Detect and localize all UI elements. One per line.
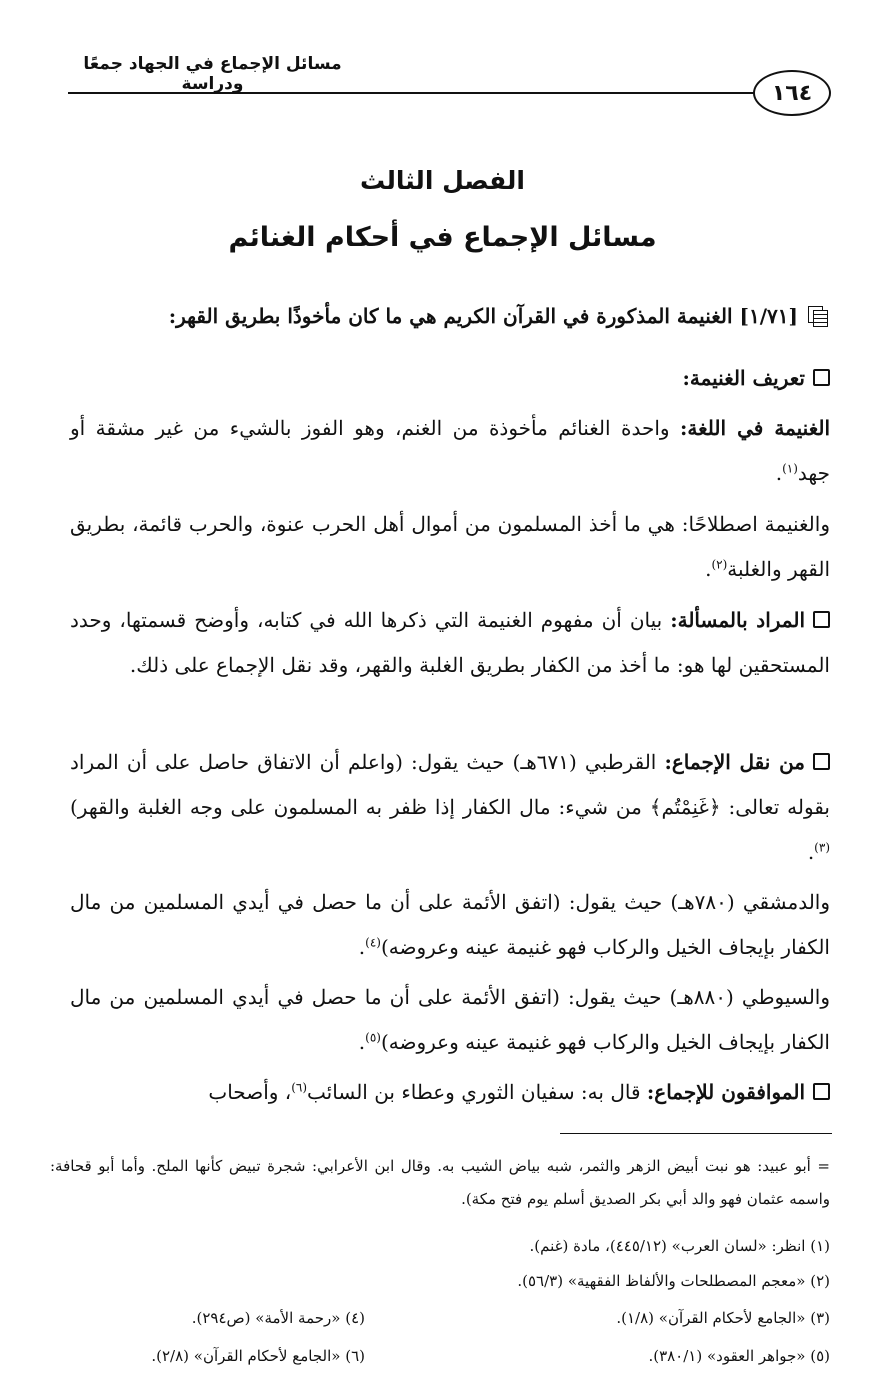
- header-rule: [68, 92, 758, 94]
- chapter-subtitle: مسائل الإجماع في أحكام الغنائم: [228, 222, 657, 253]
- footnote-2: (٢) «معجم المصطلحات والألفاظ الفقهية» (٥٦/٣).: [517, 1272, 830, 1290]
- transmitter-dimashqi: والدمشقي (٧٨٠هـ) حيث يقول: (اتفق الأئمة على أن ما حصل في أيدي المسلمين من مال الكفار بإيجاف الخيل والركاب فهو غنيمة عينه وعروضه)$^{(٤)}$.: [70, 890, 831, 959]
- footnote-continuation: = أبو عبيد: هو نبت أبيض الزهر والثمر، شبه بياض الشيب به. وقال ابن الأعرابي: شجرة تبيض كأنها الملح. وأما أبو قحافة: واسمه عثمان فهو والد أبي بكر الصديق أسلم يوم فتح مكة).: [50, 1157, 830, 1208]
- meaning-text: بيان أن مفهوم الغنيمة التي ذكرها الله في كتابه، وأوضح قسمتها، وحدد المستحقين لها هو: ما أخذ من الكفار بطريق الغلبة والقهر، وقد نقل الإجماع على ذلك.: [70, 608, 830, 677]
- agreeing-label: الموافقون للإجماع:: [646, 1080, 805, 1104]
- issue-statement: [70, 296, 830, 336]
- footnote-ref-1: (١): [782, 461, 798, 476]
- technical-text: والغنيمة اصطلاحًا: هي ما أخذ المسلمون من أموال أهل الحرب عنوة، والحرب قائمة، بطريق القهر والغلبة: [70, 512, 830, 581]
- checkbox-square-icon: [813, 611, 830, 628]
- transmitter-qurtubi: من نقل الإجماع: القرطبي (٦٧١هـ) حيث يقول: (واعلم أن الاتفاق حاصل على أن المراد بقوله تعالى: ﴿غَنِمْتُم﴾ من شيء: مال الكفار إذا ظفر به المسلمون على وجه الغلبة والقهر)$^{(٣)}$.: [70, 750, 830, 864]
- footnote-1: (١) انظر: «لسان العرب» (٤٤٥/١٢)، مادة (غنم).: [529, 1237, 830, 1255]
- footnote-ref-6: (٦): [291, 1080, 308, 1095]
- footnote-3: (٣) «الجامع لأحكام القرآن» (١/٨).: [616, 1309, 830, 1327]
- footnote-5: (٥) «جواهر العقود» (٣٨٠/١).: [648, 1347, 830, 1365]
- checkbox-square-icon: [813, 753, 830, 770]
- agreeing-scholars: [70, 1070, 830, 1115]
- footnote-ref-3: (٣): [814, 840, 830, 855]
- footnote-ref-4: (٤): [365, 935, 381, 950]
- issue-meaning: [70, 598, 830, 688]
- definition-heading-text: تعريف الغنيمة:: [682, 366, 805, 390]
- agreeing-text-end: ، وأصحاب: [208, 1080, 292, 1104]
- footnote-6: (٦) «الجامع لأحكام القرآن» (٢/٨).: [151, 1347, 365, 1365]
- running-title: مسائل الإجماع في الجهاد جمعًا ودراسة: [83, 54, 342, 94]
- documents-icon: [808, 306, 830, 326]
- issue-text: الغنيمة المذكورة في القرآن الكريم هي ما كان مأخوذًا بطريق القهر:: [168, 304, 733, 328]
- definition-heading: [70, 356, 830, 401]
- suyuti-text: والسيوطي (٨٨٠هـ) حيث يقول: (اتفق الأئمة على أن ما حصل في أيدي المسلمين من مال الكفار بإيجاف الخيل والركاب فهو غنيمة عينه وعروضه): [70, 985, 831, 1054]
- footnote-ref-5: (٥): [365, 1030, 381, 1045]
- dimashqi-text: والدمشقي (٧٨٠هـ) حيث يقول: (اتفق الأئمة على أن ما حصل في أيدي المسلمين من مال الكفار بإيجاف الخيل والركاب فهو غنيمة عينه وعروضه): [70, 890, 831, 959]
- transmitters-label: من نقل الإجماع:: [664, 750, 806, 774]
- page-number: ١٦٤: [753, 70, 831, 116]
- agreeing-text: قال به: سفيان الثوري وعطاء بن السائب: [307, 1080, 641, 1104]
- linguistic-label: الغنيمة في اللغة:: [680, 416, 830, 440]
- footnote-separator: [560, 1133, 832, 1134]
- qurtubi-text: القرطبي (٦٧١هـ) حيث يقول: (واعلم أن الاتفاق حاصل على أن المراد بقوله تعالى: ﴿غَنِمْتُم﴾ من شيء: مال الكفار إذا ظفر به المسلمون على وجه الغلبة والقهر): [70, 750, 830, 819]
- linguistic-definition: الغنيمة في اللغة: واحدة الغنائم مأخوذة من الغنم، وهو الفوز بالشيء من غير مشقة أو جهد$^{(١)}$.: [70, 416, 830, 485]
- linguistic-text: واحدة الغنائم مأخوذة من الغنم، وهو الفوز بالشيء من غير مشقة أو جهد: [70, 416, 830, 485]
- technical-definition: والغنيمة اصطلاحًا: هي ما أخذ المسلمون من أموال أهل الحرب عنوة، والحرب قائمة، بطريق القهر والغلبة$^{(٢)}$.: [70, 512, 830, 581]
- transmitter-suyuti: والسيوطي (٨٨٠هـ) حيث يقول: (اتفق الأئمة على أن ما حصل في أيدي المسلمين من مال الكفار بإيجاف الخيل والركاب فهو غنيمة عينه وعروضه)$^{(٥)}$.: [70, 985, 831, 1054]
- footnote-4: (٤) «رحمة الأمة» (ص٢٩٤).: [191, 1309, 365, 1327]
- footnote-ref-2: (٢): [711, 557, 728, 572]
- issue-number: [١/٧١]: [739, 304, 798, 328]
- checkbox-square-icon: [813, 369, 830, 386]
- meaning-label: المراد بالمسألة:: [670, 608, 806, 632]
- checkbox-square-icon: [813, 1083, 830, 1100]
- chapter-title: الفصل الثالث: [359, 166, 525, 195]
